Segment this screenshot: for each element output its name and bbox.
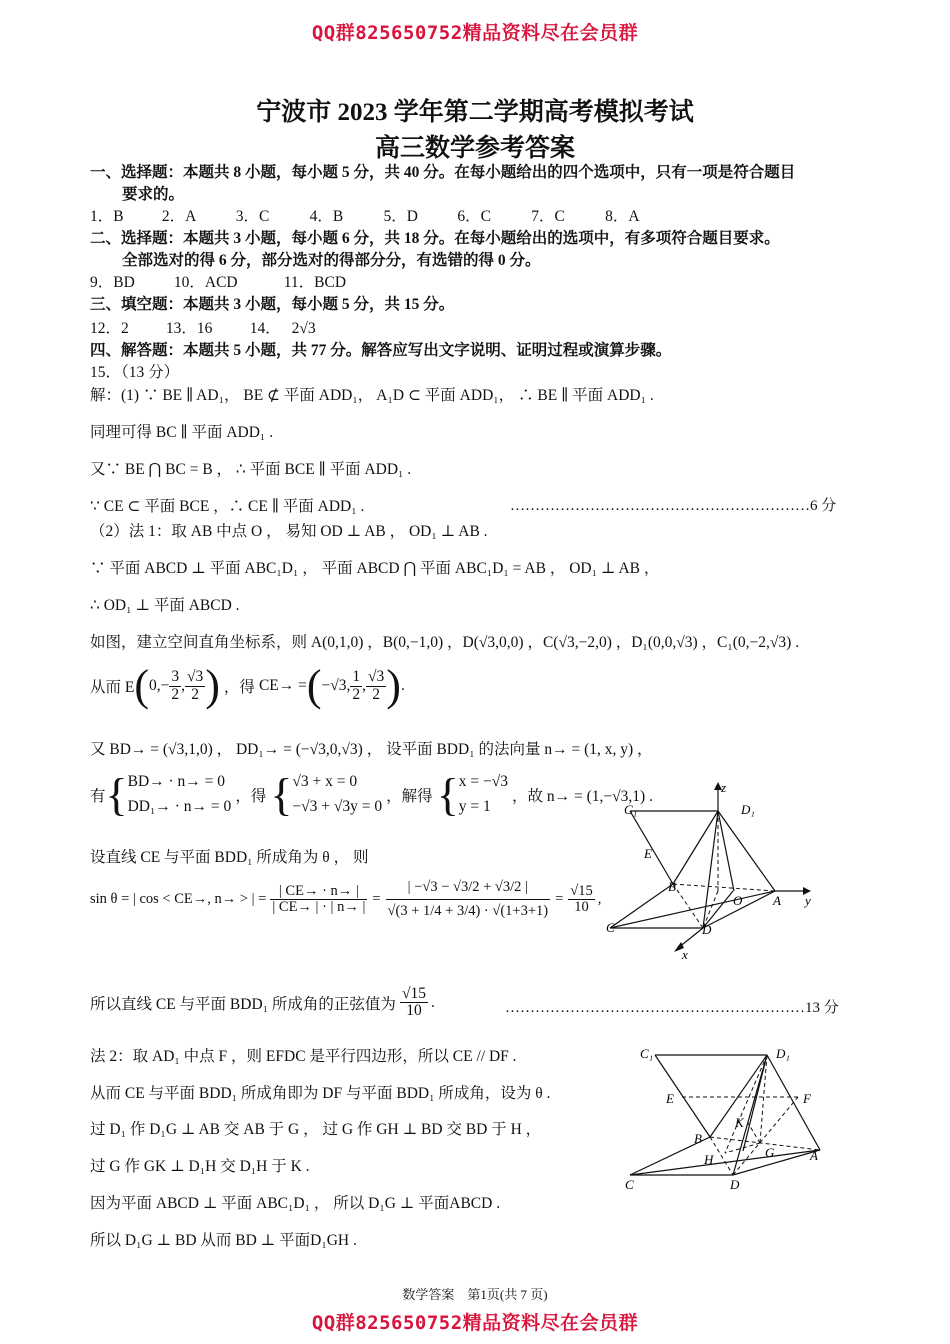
- answer-10: 10．ACD: [173, 274, 238, 291]
- solution-line-17: 过 D₁ 作 D₁G ⊥ AB 交 AB 于 G ， 过 G 作 GH ⊥ BD 交 BD 于 H ，: [90, 1121, 542, 1138]
- fig1-label-c: C: [606, 920, 615, 935]
- ce-frac-1-den: 2: [352, 685, 361, 703]
- ce-frac-1-num: 1: [352, 668, 361, 686]
- brace-1: {: [105, 768, 128, 820]
- sin-formula: [90, 880, 601, 919]
- conclusion-frac: [400, 986, 428, 1020]
- sin-result-num: √15: [570, 883, 593, 899]
- fig1-label-d: D: [702, 922, 712, 937]
- e-coord-lead: 0,−: [149, 677, 170, 694]
- sin-frac-2: [386, 880, 551, 919]
- q15-heading: 15．（13 分）: [90, 364, 180, 381]
- answer-4: 4．B: [309, 208, 344, 225]
- section-2-heading: 二、选择题：本题共 3 小题，每小题 6 分，共 18 分。在每小题给出的选项中，有多项符合题目要求。: [90, 230, 780, 247]
- sin-result-den: 10: [574, 899, 589, 916]
- paren-close-2: ): [386, 661, 401, 710]
- sin-frac-1-num: | CE→ · n→ |: [270, 884, 367, 900]
- e-frac-1-den: 2: [171, 685, 180, 703]
- fig2-label-b: B: [694, 1131, 702, 1146]
- period-2: .: [430, 993, 435, 1011]
- fig2-label-d: D: [730, 1177, 740, 1192]
- solution-line-7: ∴ OD₁ ⊥ 平面 ABCD .: [90, 597, 240, 614]
- answer-1: 1．B: [90, 208, 124, 225]
- solution-line-5: （2）法 1：取 AB 中点 O ， 易知 OD ⊥ AB ， OD₁ ⊥ AB .: [90, 523, 488, 540]
- e-frac-2-den: 2: [191, 685, 199, 703]
- system-3: [459, 770, 508, 820]
- answer-14-value: 2√3: [291, 320, 316, 337]
- solution-line-20: 所以 D₁G ⊥ BD 从而 BD ⊥ 平面D₁GH .: [90, 1232, 357, 1249]
- system-2: [292, 770, 382, 820]
- solution-line-8: 如图，建立空间直角坐标系，则 A(0,1,0) ，B(0,−1,0) ，D(√3,0,0) ，C(√3,−2,0) ，D₁(0,0,√3) ，C₁(0,−2,√3) .: [90, 634, 800, 651]
- answer-12: 12．2: [90, 320, 129, 337]
- eq-1: =: [372, 891, 381, 908]
- solution-line-16: 从而 CE 与平面 BDD₁ 所成角即为 DF 与平面 BDD₁ 所成角，设为 θ .: [90, 1085, 551, 1102]
- solution-line-18: 过 G 作 GK ⊥ D₁H 交 D₁H 于 K .: [90, 1158, 310, 1175]
- conclusion-num: √15: [401, 985, 426, 1002]
- brace-3: {: [436, 768, 459, 820]
- solution-line-2: 同理可得 BC ∥ 平面 ADD₁ .: [90, 424, 274, 441]
- section-2-heading-cont: 全部选对的得 6 分，部分选对的得部分分，有选错的得 0 分。: [122, 252, 541, 269]
- solution-line-15: 法 2：取 AD₁ 中点 F ，则 EFDC 是平行四边形，所以 CE // DF .: [90, 1048, 517, 1065]
- section-3-heading: 三、填空题：本题共 3 小题，每小题 5 分，共 15 分。: [90, 296, 455, 313]
- e-frac-2-num: √3: [187, 668, 204, 686]
- conclusion-den: 10: [406, 1002, 422, 1020]
- fig1-label-z: z: [721, 780, 727, 795]
- e-frac-1-num: 3: [171, 668, 180, 686]
- ce-frac-1: [350, 669, 362, 703]
- paren-open-2: (: [306, 661, 322, 710]
- answer-5: 5．D: [383, 208, 418, 225]
- fig1-label-b: B: [668, 879, 676, 894]
- solution-line-3: 又∵ BE ⋂ BC = B ， ∴ 平面 BCE ∥ 平面 ADD₁ .: [90, 461, 412, 478]
- e-frac-2: [185, 669, 205, 703]
- fig2-label-g: G: [765, 1145, 775, 1160]
- conclusion-text: 所以直线 CE 与平面 BDD₁ 所成角的正弦值为: [90, 995, 396, 1013]
- sys3-eq1: x = −√3: [458, 773, 509, 790]
- fig1-label-d1: D₁: [741, 802, 755, 817]
- score-13: ……………………………………………………13 分: [505, 1000, 839, 1016]
- sys1-eq2: DD₁→ · n→ = 0: [127, 797, 232, 815]
- solution-line-4: ∵ CE ⊂ 平面 BCE ，∴ CE ∥ 平面 ADD₁ .: [90, 498, 365, 515]
- comma: ,: [181, 677, 185, 694]
- section-1-heading-cont: 要求的。: [122, 186, 185, 203]
- sin-frac-2-num: | −√3 − √3/2 + √3/2 |: [386, 880, 551, 900]
- page-subtitle: 高三数学参考答案: [374, 135, 575, 162]
- page-footer: 数学答案 第1页(共 7 页): [402, 1287, 548, 1302]
- sin-frac-1-den: | CE→ | · | n→ |: [272, 899, 366, 916]
- get-label: ，得: [235, 787, 267, 805]
- fig2-label-c: C: [625, 1177, 634, 1192]
- solve-label: ，解得: [386, 787, 433, 805]
- fig1-label-a: A: [773, 893, 781, 908]
- multi-answers: [90, 270, 374, 292]
- normal-result: ，故 n→ = (1,−√3,1) .: [512, 787, 653, 805]
- sys3-eq2: y = 1: [458, 797, 491, 815]
- watermark-bottom: QQ群825650752精品资料尽在会员群: [311, 1312, 639, 1334]
- have-label: 有: [90, 787, 106, 805]
- sys2-eq2: −√3 + √3y = 0: [292, 797, 383, 815]
- sin-frac-2-den: √(3 + 1/4 + 3/4) · √(1+3+1): [387, 903, 549, 920]
- ce-frac-2-num: √3: [368, 668, 385, 686]
- solution-line-19: 因为平面 ABCD ⊥ 平面 ABC₁D₁ ， 所以 D₁G ⊥ 平面ABCD .: [90, 1195, 501, 1212]
- eq-2: =: [555, 891, 564, 908]
- score-6: ……………………………………………………6 分: [510, 498, 837, 514]
- solution-line-10: 又 BD→ = (√3,1,0) ， DD₁→ = (−√3,0,√3) ， 设平面 BDD₁ 的法向量 n→ = (1, x, y) ，: [90, 741, 653, 758]
- sin-frac-1: [270, 884, 367, 915]
- fig1-label-y: y: [805, 893, 811, 908]
- paren-close: ): [205, 661, 220, 710]
- mc-answers: [90, 204, 675, 226]
- sin-lead: sin θ = | cos < CE→, n→ > | =: [90, 891, 267, 908]
- comma-3: ,: [597, 891, 602, 908]
- de-label: ，得: [223, 679, 255, 696]
- e-frac-1: [169, 669, 181, 703]
- answer-7: 7．C: [531, 208, 565, 225]
- e-label: 从而 E: [90, 679, 135, 696]
- fig2-label-d1: D₁: [776, 1046, 790, 1061]
- period: .: [400, 677, 405, 694]
- ce-frac-2-den: 2: [372, 685, 381, 703]
- fill-answers: [90, 316, 316, 338]
- section-1-heading: 一、选择题：本题共 8 小题，每小题 5 分，共 40 分。在每小题给出的四个选项中，只有一项是符合题目: [90, 164, 796, 181]
- solution-line-1: 解：(1) ∵ BE ∥ AD₁， BE ⊄ 平面 ADD₁， A₁D ⊂ 平面 ADD₁， ∴ BE ∥ 平面 ADD₁ .: [90, 387, 654, 404]
- answer-8: 8．A: [605, 208, 640, 225]
- answer-6: 6．C: [457, 208, 491, 225]
- solution-line-11: [90, 770, 653, 820]
- answer-3: 3．C: [235, 208, 270, 225]
- fig1-label-c1: C₁: [624, 802, 638, 817]
- fig1-label-x: x: [682, 947, 688, 962]
- fig2-label-h: H: [704, 1152, 714, 1167]
- figure-2-diagram: [620, 1040, 850, 1200]
- answer-11: 11．BCD: [283, 274, 347, 291]
- answer-9: 9．BD: [90, 274, 135, 291]
- answer-2: 2．A: [161, 208, 197, 225]
- solution-line-6: ∵ 平面 ABCD ⊥ 平面 ABC₁D₁ ， 平面 ABCD ⋂ 平面 ABC₁D₁ = AB ， OD₁ ⊥ AB ，: [90, 560, 660, 577]
- solution-line-14: [90, 986, 435, 1020]
- fig2-label-e: E: [666, 1091, 674, 1106]
- solution-line-9: [90, 661, 405, 710]
- answer-14: 14．: [249, 320, 281, 337]
- sin-result: [568, 884, 594, 915]
- sys1-eq1: BD→ · n→ = 0: [127, 773, 226, 790]
- watermark-top: QQ群825650752精品资料尽在会员群: [311, 22, 639, 44]
- answer-13: 13．16: [165, 320, 213, 337]
- fig2-label-f: F: [803, 1091, 811, 1106]
- ce-frac-2: [366, 669, 386, 703]
- section-4-heading: 四、解答题：本题共 5 小题，共 77 分。解答应写出文字说明、证明过程或演算步骤。: [90, 342, 672, 359]
- fig2-label-k: K: [735, 1115, 744, 1130]
- page-title: 宁波市 2023 学年第二学期高考模拟考试: [256, 99, 694, 126]
- comma-2: ,: [362, 677, 367, 694]
- fig1-label-o: O: [733, 893, 743, 908]
- ce-vec-x: −√3,: [321, 677, 351, 694]
- brace-2: {: [270, 768, 293, 820]
- fig2-label-c1: C₁: [640, 1046, 654, 1061]
- ce-vec-lead: CE→ =: [258, 677, 307, 694]
- solution-line-12: 设直线 CE 与平面 BDD₁ 所成角为 θ ， 则: [90, 849, 369, 866]
- paren-open: (: [134, 661, 149, 710]
- system-1: [128, 770, 232, 820]
- figure-1-coordinate-diagram: [598, 778, 843, 964]
- sys2-eq1: √3 + x = 0: [292, 773, 358, 790]
- fig2-label-a: A: [810, 1148, 818, 1163]
- fig1-label-e: E: [644, 846, 652, 861]
